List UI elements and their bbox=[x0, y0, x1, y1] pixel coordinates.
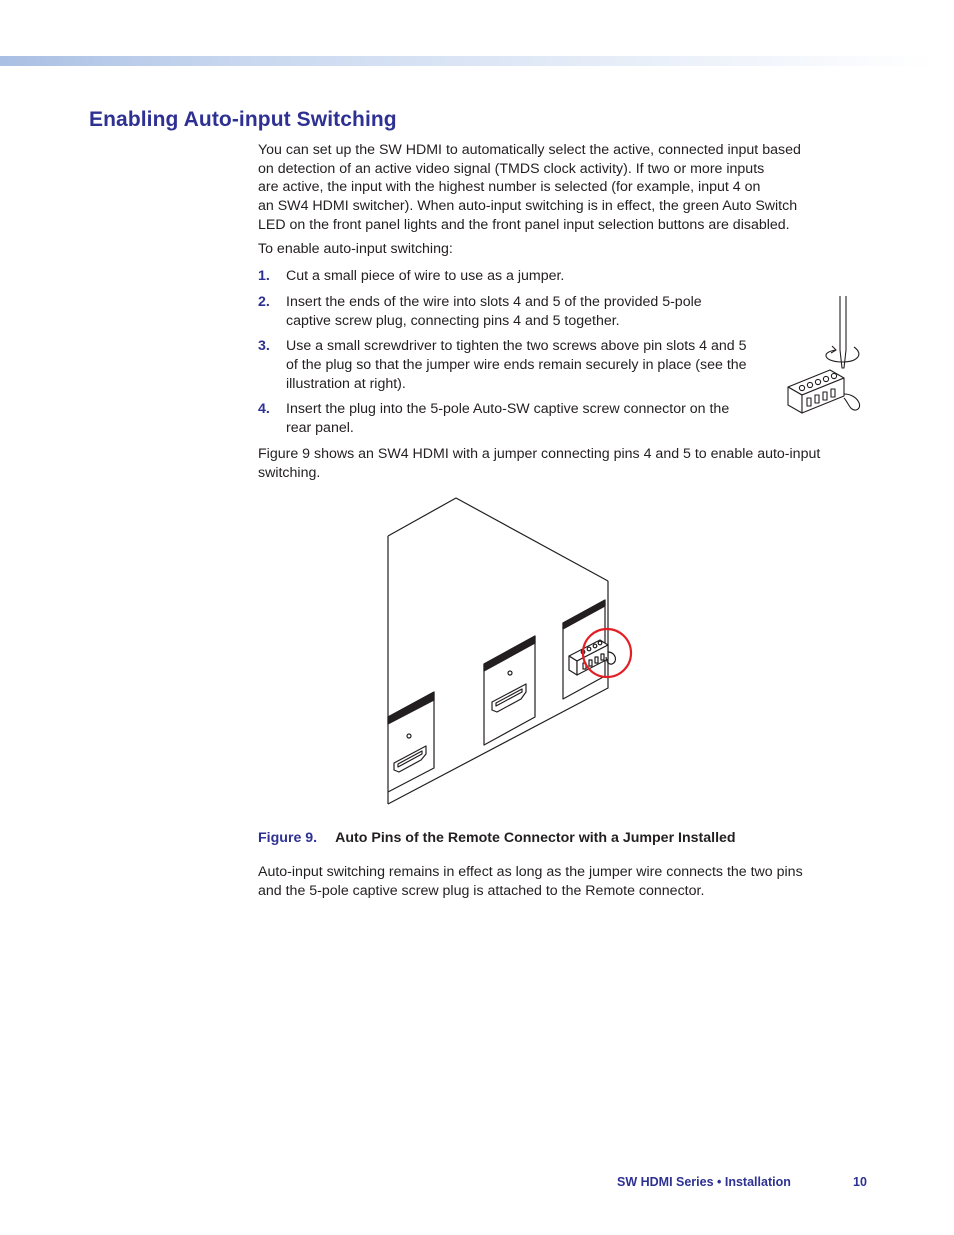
footer-title: SW HDMI Series • Installation bbox=[617, 1175, 791, 1189]
closing-line: and the 5-pole captive screw plug is attached to the Remote connector. bbox=[258, 883, 705, 899]
figure-label: Figure 9. bbox=[258, 830, 318, 846]
step-number: 3. bbox=[258, 338, 270, 354]
step-text: Insert the plug into the 5-pole Auto-SW captive screw connector on the bbox=[286, 401, 730, 417]
figure-caption bbox=[258, 829, 736, 848]
figure-reference-line: Figure 9 shows an SW4 HDMI with a jumper connecting pins 4 and 5 to enable auto-input bbox=[258, 446, 821, 462]
step-text: rear panel. bbox=[286, 420, 354, 436]
step-text: Insert the ends of the wire into slots 4 and 5 of the provided 5-pole bbox=[286, 294, 702, 310]
lead-in-text: To enable auto-input switching: bbox=[258, 241, 453, 257]
step-number: 1. bbox=[258, 268, 270, 284]
section-heading: Enabling Auto-input Switching bbox=[89, 108, 397, 131]
text-line: You can set up the SW HDMI to automatically select the active, connected input based bbox=[258, 142, 801, 158]
step-text: Use a small screwdriver to tighten the two screws above pin slots 4 and 5 bbox=[286, 338, 747, 354]
figure-title: Auto Pins of the Remote Connector with a Jumper Installed bbox=[335, 830, 736, 846]
rear-panel-figure bbox=[380, 492, 640, 812]
step-number: 4. bbox=[258, 401, 270, 417]
step-text: Cut a small piece of wire to use as a jumper. bbox=[286, 268, 565, 284]
text-line: an SW4 HDMI switcher). When auto-input switching is in effect, the green Auto Switch bbox=[258, 198, 798, 214]
figure-reference-line: switching. bbox=[258, 465, 321, 481]
step-text: illustration at right). bbox=[286, 376, 406, 392]
step-text: captive screw plug, connecting pins 4 and 5 together. bbox=[286, 313, 620, 329]
header-gradient-bar bbox=[0, 56, 935, 66]
text-line: LED on the front panel lights and the front panel input selection buttons are disabled. bbox=[258, 217, 790, 233]
screwdriver-plug-illustration bbox=[780, 290, 870, 420]
text-line: are active, the input with the highest number is selected (for example, input 4 on bbox=[258, 179, 761, 195]
step-text: of the plug so that the jumper wire ends remain securely in place (see the bbox=[286, 357, 747, 373]
page-number: 10 bbox=[853, 1175, 867, 1189]
closing-line: Auto-input switching remains in effect as long as the jumper wire connects the two pins bbox=[258, 864, 803, 880]
step-number: 2. bbox=[258, 294, 270, 310]
text-line: on detection of an active video signal (TMDS clock activity). If two or more inputs bbox=[258, 161, 765, 177]
